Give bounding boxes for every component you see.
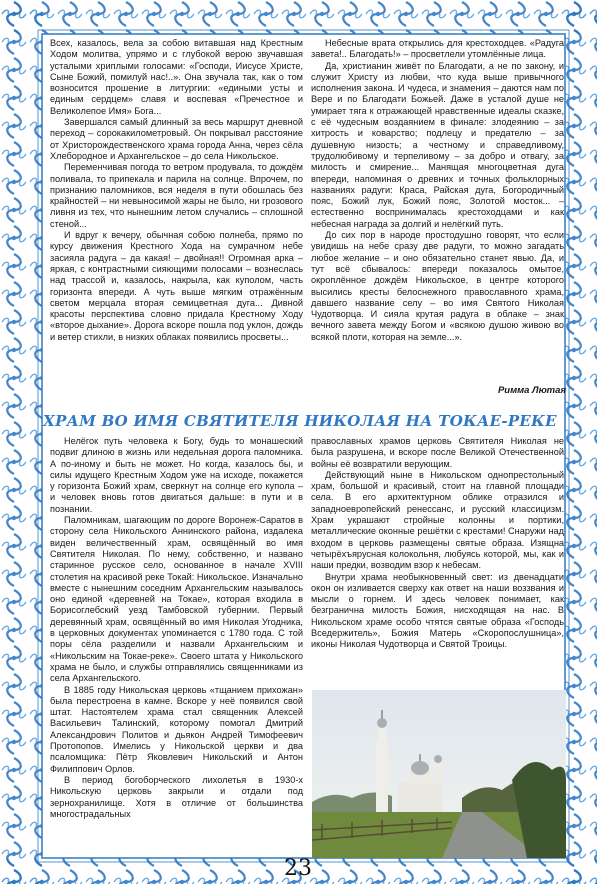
paragraph: Нелёгок путь человека к Богу, будь то монашеский подвиг длиною в жизнь или недельная дорога паломника. А по-иному и быть не может. Но когда, казалось бы, и силы идущего Крестным Ходом уже на исходе, покажется у горизонта Божий храм, сверкнут на солнце его купола – и человек вновь готов двигаться дальше: в пути и в познании. [50, 436, 303, 514]
article2-column-2 [311, 436, 564, 651]
paragraph: В 1885 году Никольская церковь «тщанием прихожан» была перестроена в камне. Вскоре у неё появился свой штат. Настоятелем храма стал священник Алексей Васильевич Талинский, которому помогал Дмитрий Александрович Политов и дьякон Андрей Тимофеевич Протопопов. Имелись у Никольской церкви и два псаломщика: Пётр Яковлевич Никольский и Антон Филиппович Орлов. [50, 684, 303, 774]
author-signature: Римма Лютая [497, 385, 566, 396]
article2-column-1 [50, 436, 303, 820]
article-headline: ХРАМ ВО ИМЯ СВЯТИТЕЛЯ НИКОЛАЯ НА ТОКАЕ-РЕКЕ [43, 412, 557, 430]
article1-column-2 [311, 38, 564, 343]
paragraph: В период богоборческого лихолетья в 1930-х Никольскую церковь закрыли и отдали под зернохранилище. Хотя в отличие от большинства многострадальных [50, 774, 303, 819]
paragraph: Паломникам, шагающим по дороге Воронеж-Саратов в сторону села Никольского Аннинского района, издалека виден величественный храм, освящённый во имя Святителя Николая. По нему, собственно, и названо старинное русское село, основанное в начале XVIII столетия на красивой реке Токай: Никольское. Изначально вместе с нынешним соседним Архангельским называлось оно единой «деревней на Токае», которая входила в Борисоглебский уезд Тамбовской губернии. Первый деревянный храм, освящённый во имя Николая Угодника, в церковных документах упоминается с 1780 года. С той поры сёла разделили и назвали Архангельским и «Никольским на Токае-реке». Своего штата у Никольского храма не было, и службы отправлялись священниками из села Архангельского. [50, 515, 303, 684]
paragraph: И вдруг к вечеру, обычная собою полнеба, прямо по курсу движения Крестного Хода на сумрачном небе засияла радуга – да какая! – двойная!! Огромная арка – яркая, с контрастными сияющими полосами – вознеслась над трассой и, казалось, накрыла, как куполом, часть горизонта впереди. А чуть выше мягким отражённым светом мерцала вторая семицветная дуга... Дивной красоты перспектива словно придала Крестному Ходу «второе дыхание». Дорога вскоре пошла под уклон, дождь и ветер стихли, в низких облаках появились просветы... [50, 230, 303, 342]
paragraph: Да, христианин живёт по Благодати, а не по закону, и служит Христу из любви, что куда выше привычного исполнения закона. И чудеса, и знамения – даются нам по Вере и по Благодати Божьей. Даже в усталой душе не умирает тяга к отражающей нравственные идеалы сказке, с её чудесным воздаянием в финале: злодеянию – за хитрость и коварство; подлецу и предателю – за душевную низость; а честному и справедливому, трудолюбивому и терпеливому – за добро и отвагу, за милость и смирение... Манящая многоцветная дуга впереди, напоминая о древних и точных фольклорных названиях радуги: Краса, Райская дуга, Богородичный пояс, Божий лук, Божий пояс, Золотой мосток... – естественно воспринималась крестоходцами и как небесная награда за долгий и нелёгкий путь. [311, 60, 564, 229]
paragraph: Внутри храма необыкновенный свет: из двенадцати окон он изливается сверху как ответ на наши воззвания и мысли о горнем. И здесь человек понимает, как безгранична милость Божия, нисходящая на нас. В Никольском храме особо чтятся святые образа «Господь Вседержитель», Божия Матерь «Скоропослушница», иконы Николая Чудотворца и Святой Троицы. [311, 571, 564, 650]
paragraph: Действующий ныне в Никольском однопрестольный храм, большой и красивый, стоит на главной площади села. В его архитектурном облике отразился и западноевропейский ренессанс, и русский классицизм. Храм украшают стройные колонны и портики, металлические оконные решётки с крестами! Снаружи над входом в церковь размещены святые образа. Изящна четырёхъярусная колокольня, любуясь которой, мы, как и наши предки, возводим взор к небесам. [311, 469, 564, 571]
paragraph: До сих пор в народе простодушно говорят, что если увидишь на небе сразу две радуги, то можно загадать любое желание – и оно обязательно станет явью. Да, и тут всё сбывалось: впереди показалось омытое, окроплённое дождём Никольское, в центре которого высились кресты белоснежного православного храма, давшего название селу – во имя Святого Николая Чудотворца. И сияла крутая радуга в облаке – знак вечного завета между Богом и «всякою душою живою во всякой плоти, которая на земле...». [311, 230, 564, 342]
paragraph: православных храмов церковь Святителя Николая не была разрушена, и вскоре после Великой Отечественной войны её возвратили верующим. [311, 436, 564, 469]
paragraph: Небесные врата открылись для крестоходцев. «Радуга завета!.. Благодать!» – просветлели утомлённые лица. [311, 38, 564, 60]
paragraph: Завершался самый длинный за весь маршрут дневной переход – сорокакилометровый. Он покрывал расстояние от Христорождественского храма города Анна, через сёла Хлебородное и Архангельское – до села Никольское. [50, 117, 303, 161]
church-photo [312, 690, 566, 858]
paragraph: Всех, казалось, вела за собою витавшая над Крестным Ходом молитва, упрямо и с глубокой верою звучавшая усталыми хриплыми голосами: «Господи, Иисусе Христе, Сыне Божий, помилуй нас!..». Она звучала так, как о том возносится прошение в литургии: «едиными усты и единым сердцем» славя и воспевая «Пречестное и Великолепое Имя» Бога... [50, 38, 303, 116]
article1-column-1 [50, 38, 303, 343]
page-number: 23 [284, 856, 312, 881]
paragraph: Переменчивая погода то ветром продувала, то дождём поливала, то припекала и парила на солнце. Впрочем, по признанию паломников, вся неделя в пути обошлась без крайностей – ни невыносимой жары не было, ни грозового ливня из тех, что нынешним летом случались – сплошной стеной... [50, 162, 303, 229]
